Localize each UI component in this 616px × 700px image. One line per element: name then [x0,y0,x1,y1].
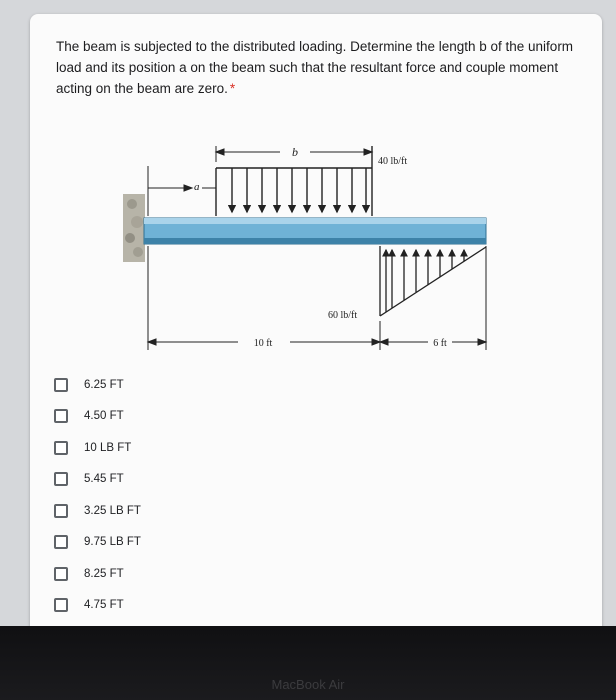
checkbox[interactable] [54,535,68,549]
beam [144,218,486,244]
question-card [30,14,602,626]
option-label: 6.25 FT [84,378,124,391]
label-10-ft: 10 ft [253,338,273,349]
checkbox[interactable] [54,504,68,518]
option-6-25-ft[interactable] [54,369,141,401]
label-40-lb-ft: 40 lb/ft [378,156,408,167]
option-label: 5.45 FT [84,473,124,486]
device-brand-label: MacBook Air [271,677,345,692]
checkbox[interactable] [54,441,68,455]
label-60-lb-ft: 60 lb/ft [328,310,358,321]
wall-support [123,194,145,262]
option-8-25-ft[interactable] [54,558,141,590]
option-5-45-ft[interactable] [54,464,141,496]
required-asterisk: * [229,81,236,96]
option-label: 9.75 LB FT [84,536,141,549]
label-6-ft: 6 ft [433,338,447,349]
dimension-a [148,166,216,216]
question-text [56,36,576,99]
label-b: b [292,145,298,159]
checkbox[interactable] [54,472,68,486]
checkbox[interactable] [54,378,68,392]
option-label: 4.50 FT [84,410,124,423]
option-label: 3.25 LB FT [84,504,141,517]
triangular-load [380,246,486,316]
option-label: 10 LB FT [84,441,132,454]
option-4-50-ft[interactable] [54,401,141,433]
span-dimensions [148,246,486,350]
option-4-75-ft[interactable] [54,590,141,622]
label-a: a [194,181,200,193]
beam-diagram [110,126,510,366]
answer-options [54,369,141,626]
checkbox[interactable] [54,409,68,423]
option-10-lb-ft[interactable] [54,432,141,464]
option-label: 4.75 FT [84,599,124,612]
option-3-25-lb-ft[interactable] [54,495,141,527]
question-body: The beam is subjected to the distributed loading. Determine the length b of the uniform load and its position a on the beam such that the resultant force and couple moment acting on the beam are zero. [56,39,574,96]
option-9-75-lb-ft[interactable] [54,527,141,559]
checkbox[interactable] [54,567,68,581]
option-label: 8.25 FT [84,567,124,580]
checkbox[interactable] [54,598,68,612]
